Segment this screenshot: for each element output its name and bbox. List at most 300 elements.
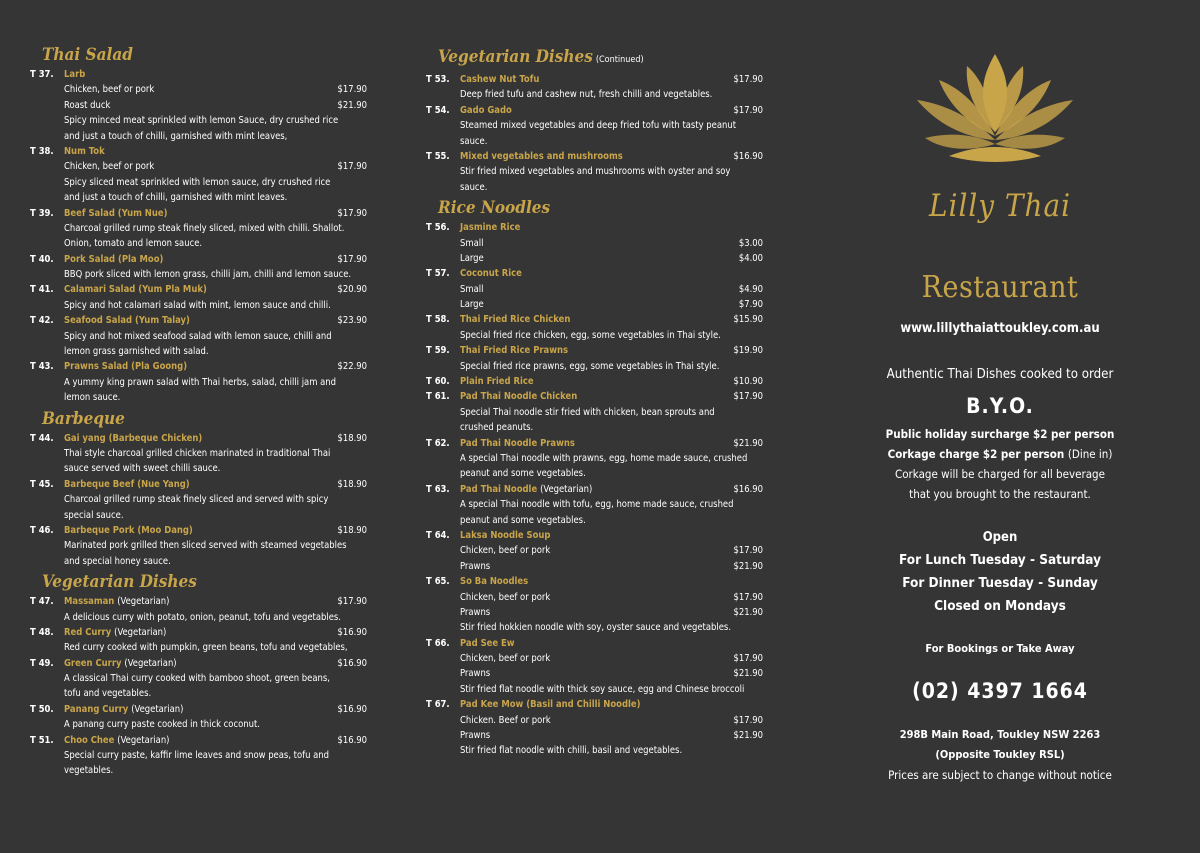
menu-item-header [426, 528, 771, 543]
menu-item [426, 697, 771, 759]
item-number: T 45. [30, 478, 54, 490]
section-title [42, 573, 375, 591]
option-label: Chicken, beef or pork [64, 161, 155, 173]
item-price: $17.90 [733, 104, 763, 116]
item-description [426, 451, 771, 466]
item-name [64, 359, 187, 374]
section-title-text: Barbeque [42, 408, 125, 429]
description-text: Special curry paste, kaffir lime leaves and snow peas, tofu and [64, 750, 329, 762]
item-name [64, 431, 202, 446]
item-price: $17.90 [733, 391, 763, 403]
restaurant-subtitle: Restaurant [921, 270, 1079, 305]
description-text: vegetables. [64, 765, 114, 777]
item-name [460, 574, 528, 589]
item-number: T 46. [30, 524, 54, 536]
menu-item-header [426, 574, 771, 589]
item-description [426, 743, 771, 758]
description-text: Spicy minced meat sprinkled with lemon Sauce, dry crushed rice [64, 115, 339, 127]
menu-item [30, 313, 375, 359]
item-name [460, 343, 568, 358]
description-text: Special Thai noodle stir fried with chicken, bean sprouts and [460, 406, 715, 418]
item-number: T 38. [30, 145, 54, 157]
item-number: T 54. [426, 104, 450, 116]
item-number: T 62. [426, 437, 450, 449]
item-description [30, 610, 375, 625]
option-price: $4.00 [738, 252, 763, 264]
item-name-text: Plain Fried Rice [460, 376, 534, 388]
item-number: T 61. [426, 391, 450, 403]
menu-item-header [30, 477, 375, 492]
option-price: $17.90 [733, 714, 763, 726]
description-text: Spicy sliced meat sprinkled with lemon sauce, dry crushed rice [64, 176, 331, 188]
corkage-charge-text: Corkage charge $2 per person [887, 447, 1065, 461]
item-description [30, 671, 375, 686]
menu-item [30, 625, 375, 656]
item-description [30, 686, 375, 701]
item-description [30, 375, 375, 390]
item-name-text: Panang Curry [64, 703, 129, 715]
menu-item-header [30, 431, 375, 446]
item-description [426, 134, 771, 149]
option-label: Chicken, beef or pork [460, 653, 551, 665]
menu-item [426, 72, 771, 103]
price-option-row [30, 159, 375, 174]
corkage-note-line-2: that you brought to the restaurant. [909, 487, 1091, 501]
item-description [30, 267, 375, 282]
menu-item-header [30, 656, 375, 671]
description-text: A classical Thai curry cooked with bamboo shoot, green beans, [64, 673, 330, 685]
item-name-text: Gado Gado [460, 104, 512, 116]
option-price: $21.90 [733, 560, 763, 572]
menu-item [30, 206, 375, 252]
item-number: T 60. [426, 376, 450, 388]
menu-item-header [426, 343, 771, 358]
item-name-text: Choo Chee [64, 734, 115, 746]
item-name [460, 528, 550, 543]
description-text: A special Thai noodle with prawns, egg, home made sauce, crushed [460, 452, 748, 464]
item-price: $16.90 [733, 150, 763, 162]
description-text: peanut and some vegetables. [460, 514, 586, 526]
item-name-text: Pad See Ew [460, 637, 515, 649]
item-name-text: Jasmine Rice [460, 222, 521, 234]
price-option-row [426, 297, 771, 312]
item-name [460, 266, 522, 281]
option-price: $7.90 [738, 299, 763, 311]
item-name-text: Barbeque Pork (Moo Dang) [64, 524, 193, 536]
menu-item [30, 431, 375, 477]
item-name [460, 103, 512, 118]
menu-item-header [30, 523, 375, 538]
item-description [30, 175, 375, 190]
item-name-text: Cashew Nut Tofu [460, 74, 540, 85]
item-name [460, 149, 623, 164]
item-name [460, 436, 575, 451]
item-price: $19.90 [733, 345, 763, 357]
menu-item-header [426, 149, 771, 164]
option-label: Large [460, 299, 484, 311]
item-description [30, 748, 375, 763]
item-number: T 56. [426, 222, 450, 234]
item-name [460, 72, 539, 87]
item-price: $18.90 [337, 524, 367, 536]
item-description [426, 180, 771, 195]
item-name [64, 206, 167, 221]
corkage-note-line-1: Corkage will be charged for all beverage [894, 467, 1105, 481]
menu-item-header [30, 252, 375, 267]
section-title-note: (Continued) [595, 55, 644, 65]
item-name-text: Pad Thai Noodle Chicken [460, 391, 578, 403]
item-description [426, 405, 771, 420]
address-line-2: (Opposite Toukley RSL) [935, 748, 1065, 761]
item-name [64, 656, 177, 671]
item-name [64, 282, 207, 297]
menu-item-header [426, 103, 771, 118]
description-text: Charcoal grilled rump steak finely sliced and served with spicy [64, 494, 329, 506]
section-title [42, 46, 375, 64]
website-link[interactable]: www.lillythaiattoukley.com.au [900, 321, 1100, 336]
menu-item [30, 523, 375, 569]
item-name [64, 477, 190, 492]
description-text: and just a touch of chilli, garnished with mint leaves. [64, 192, 288, 204]
item-price: $22.90 [337, 361, 367, 373]
menu-item-header [30, 733, 375, 748]
holiday-surcharge: Public holiday surcharge $2 per person [885, 427, 1115, 441]
item-number: T 51. [30, 734, 54, 746]
menu-item-header [30, 313, 375, 328]
description-text: Steamed mixed vegetables and deep fried tofu with tasty peanut [460, 120, 737, 132]
option-label: Roast duck [64, 99, 111, 111]
item-name-text: Beef Salad (Yum Nue) [64, 207, 168, 219]
menu-item-header [30, 594, 375, 609]
item-number: T 65. [426, 576, 450, 588]
description-text: sauce. [460, 135, 488, 147]
item-description [30, 221, 375, 236]
description-text: A panang curry paste cooked in thick coconut. [64, 719, 260, 731]
item-description [30, 461, 375, 476]
item-description [30, 113, 375, 128]
item-number: T 43. [30, 361, 54, 373]
description-text: Charcoal grilled rump steak finely sliced, mixed with chilli. Shallot. [64, 222, 345, 234]
description-text: Onion, tomato and lemon sauce. [64, 238, 203, 250]
menu-item-header [30, 702, 375, 717]
vegetarian-label: (Vegetarian) [131, 703, 184, 715]
item-name [460, 482, 592, 497]
item-description [30, 129, 375, 144]
description-text: and special honey sauce. [64, 555, 171, 567]
item-price: $16.90 [337, 626, 367, 638]
option-price: $21.90 [337, 99, 367, 111]
description-text: Thai style charcoal grilled chicken marinated in traditional Thai [64, 447, 331, 459]
item-name [460, 312, 570, 327]
item-name-text: Mixed vegetables and mushrooms [460, 150, 623, 162]
item-price: $16.90 [733, 483, 763, 495]
item-name-text: Larb [64, 69, 86, 80]
price-option-row [426, 666, 771, 681]
price-option-row [426, 251, 771, 266]
item-description [30, 492, 375, 507]
open-heading: Open [982, 530, 1018, 545]
item-description [426, 164, 771, 179]
item-description [426, 497, 771, 512]
option-label: Prawns [460, 730, 491, 742]
price-option-row [426, 559, 771, 574]
item-description [426, 620, 771, 635]
menu-item [426, 389, 771, 435]
item-number: T 41. [30, 284, 54, 296]
item-number: T 39. [30, 207, 54, 219]
item-description [426, 359, 771, 374]
description-text: A special Thai noodle with tofu, egg, home made sauce, crushed [460, 499, 734, 511]
menu-item [426, 343, 771, 374]
vegetarian-label: (Vegetarian) [124, 657, 177, 669]
item-price: $18.90 [337, 478, 367, 490]
item-number: T 57. [426, 268, 450, 280]
menu-item-header [426, 266, 771, 281]
vegetarian-label: (Vegetarian) [117, 734, 170, 746]
menu-item-header [426, 697, 771, 712]
menu-item-header [30, 625, 375, 640]
item-description [30, 390, 375, 405]
option-price: $17.90 [337, 161, 367, 173]
item-name [64, 625, 166, 640]
prices-note: Prices are subject to change without notice [888, 768, 1112, 782]
menu-item [426, 482, 771, 528]
item-name-text: Massaman [64, 596, 115, 608]
option-label: Prawns [460, 560, 491, 572]
menu-item-header [426, 389, 771, 404]
menu-column-middle [426, 44, 771, 759]
item-name-text: Coconut Rice [460, 268, 522, 280]
item-number: T 50. [30, 703, 54, 715]
item-number: T 66. [426, 637, 450, 649]
description-text: A yummy king prawn salad with Thai herbs, salad, chilli jam and [64, 376, 336, 388]
item-name-text: Barbeque Beef (Nue Yang) [64, 478, 190, 490]
description-text: crushed peanuts. [460, 422, 534, 434]
item-description [30, 717, 375, 732]
corkage-dine-in: (Dine in) [1067, 447, 1113, 461]
item-number: T 42. [30, 315, 54, 327]
description-text: Stir fried flat noodle with chilli, basil and vegetables. [460, 745, 683, 757]
item-name-text: Laksa Noodle Soup [460, 529, 551, 541]
price-option-row [426, 543, 771, 558]
menu-item [426, 574, 771, 636]
item-name [64, 733, 169, 748]
item-number: T 58. [426, 314, 450, 326]
price-option-row [426, 605, 771, 620]
option-label: Chicken, beef or pork [64, 84, 155, 96]
menu-item [30, 282, 375, 313]
menu-item-header [426, 374, 771, 389]
menu-item [426, 436, 771, 482]
price-option-row [426, 713, 771, 728]
option-price: $17.90 [733, 545, 763, 557]
description-text: Special fried rice prawns, egg, some vegetables in Thai style. [460, 360, 720, 372]
option-price: $21.90 [733, 606, 763, 618]
option-label: Large [460, 252, 484, 264]
item-price: $10.90 [733, 376, 763, 388]
item-name [460, 636, 515, 651]
menu-item [426, 528, 771, 574]
item-name-text: Gai yang (Barbeque Chicken) [64, 432, 203, 444]
option-label: Prawns [460, 606, 491, 618]
item-name [460, 220, 520, 235]
item-description [30, 508, 375, 523]
menu-item-header [426, 436, 771, 451]
item-number: T 59. [426, 345, 450, 357]
item-number: T 53. [426, 74, 450, 85]
option-price: $17.90 [337, 84, 367, 96]
section-title-text: Vegetarian Dishes [42, 572, 197, 593]
item-price: $23.90 [337, 315, 367, 327]
description-text: tofu and vegetables. [64, 688, 152, 700]
item-name-text: Pad Kee Mow (Basil and Chilli Noodle) [460, 699, 641, 711]
vegetarian-label: (Vegetarian) [540, 483, 593, 495]
description-text: Spicy and hot mixed seafood salad with lemon sauce, chilli and [64, 330, 332, 342]
menu-item [426, 220, 771, 266]
option-label: Chicken. Beef or pork [460, 714, 551, 726]
item-number: T 64. [426, 529, 450, 541]
item-name-text: Pad Thai Noodle [460, 483, 538, 495]
option-price: $17.90 [733, 653, 763, 665]
menu-item [426, 266, 771, 312]
option-label: Chicken, beef or pork [460, 591, 551, 603]
menu-item-header [30, 67, 375, 82]
item-number: T 40. [30, 253, 54, 265]
description-text: Spicy and hot calamari salad with mint, lemon sauce and chilli. [64, 299, 331, 311]
item-price: $16.90 [337, 734, 367, 746]
tagline: Authentic Thai Dishes cooked to order [886, 367, 1114, 382]
item-number: T 47. [30, 596, 54, 608]
item-number: T 49. [30, 657, 54, 669]
option-label: Small [460, 283, 484, 295]
item-name-text: Thai Fried Rice Chicken [460, 314, 571, 326]
description-text: Red curry cooked with pumpkin, green beans, tofu and vegetables, [64, 642, 348, 654]
price-option-row [30, 98, 375, 113]
item-description [426, 466, 771, 481]
bookings-label: For Bookings or Take Away [925, 642, 1075, 655]
item-number: T 67. [426, 699, 450, 711]
item-name-text: Pork Salad (Pla Moo) [64, 253, 164, 265]
section-title-text: Rice Noodles [438, 198, 551, 219]
option-price: $4.90 [738, 283, 763, 295]
item-name-text: So Ba Noodles [460, 576, 529, 588]
item-name [460, 697, 640, 712]
item-name-text: Prawns Salad (Pla Goong) [64, 361, 188, 373]
item-name [460, 389, 577, 404]
corkage-charge [845, 446, 1155, 462]
price-option-row [426, 590, 771, 605]
item-number: T 63. [426, 483, 450, 495]
item-name [64, 67, 85, 82]
price-option-row [426, 728, 771, 743]
description-text: sauce served with sweet chilli sauce. [64, 463, 221, 475]
price-option-row [426, 651, 771, 666]
description-text: BBQ pork sliced with lemon grass, chilli jam, chilli and lemon sauce. [64, 269, 352, 281]
option-label: Chicken, beef or pork [460, 545, 551, 557]
option-price: $21.90 [733, 668, 763, 680]
description-text: special sauce. [64, 509, 124, 521]
menu-item [426, 149, 771, 195]
item-description [30, 190, 375, 205]
item-price: $18.90 [337, 432, 367, 444]
byo-heading: B.Y.O. [966, 394, 1034, 418]
item-description [30, 298, 375, 313]
description-text: lemon grass garnished with salad. [64, 346, 209, 358]
item-price: $17.90 [337, 207, 367, 219]
option-price: $17.90 [733, 591, 763, 603]
item-name [64, 702, 183, 717]
lotus-flower-icon [909, 52, 1081, 172]
menu-item [30, 252, 375, 283]
option-label: Small [460, 237, 484, 249]
description-text: lemon sauce. [64, 392, 121, 404]
item-name [460, 374, 534, 389]
description-text: Stir fried hokkien noodle with soy, oyster sauce and vegetables. [460, 622, 731, 634]
item-price: $15.90 [733, 314, 763, 326]
item-number: T 48. [30, 626, 54, 638]
description-text: sauce. [460, 181, 488, 193]
item-description [426, 682, 771, 697]
item-description [30, 538, 375, 553]
item-description [30, 446, 375, 461]
item-description [426, 118, 771, 133]
price-option-row [426, 236, 771, 251]
menu-item [30, 594, 375, 625]
item-name [64, 252, 163, 267]
phone-number[interactable]: (02) 4397 1664 [912, 679, 1088, 703]
description-text: Stir fried mixed vegetables and mushrooms with oyster and soy [460, 166, 731, 178]
section-title-text: Vegetarian Dishes [438, 47, 593, 67]
section-title-text: Thai Salad [42, 45, 133, 65]
item-description [426, 87, 771, 102]
price-option-row [426, 282, 771, 297]
item-price: $17.90 [337, 253, 367, 265]
description-text: Marinated pork grilled then sliced served with steamed vegetables [64, 540, 347, 552]
item-number: T 37. [30, 69, 54, 80]
item-name-text: Thai Fried Rice Prawns [460, 345, 569, 357]
menu-item [30, 144, 375, 206]
item-name-text: Num Tok [64, 145, 105, 157]
menu-item [30, 477, 375, 523]
menu-item-header [426, 220, 771, 235]
menu-item-header [30, 206, 375, 221]
section-title [42, 410, 375, 428]
item-description [30, 236, 375, 251]
description-text: Deep fried tufu and cashew nut, fresh chilli and vegetables. [460, 89, 713, 101]
hours-lunch: For Lunch Tuesday - Saturday [898, 552, 1101, 568]
menu-item [426, 312, 771, 343]
item-price: $17.90 [733, 74, 763, 85]
item-description [426, 328, 771, 343]
menu-item [30, 702, 375, 733]
item-name-text: Seafood Salad (Yum Talay) [64, 315, 190, 327]
hours-dinner: For Dinner Tuesday - Sunday [902, 575, 1098, 591]
item-name-text: Red Curry [64, 626, 112, 638]
item-name [64, 144, 105, 159]
item-description [30, 763, 375, 778]
menu-item [30, 67, 375, 144]
item-name [64, 313, 190, 328]
item-number: T 55. [426, 150, 450, 162]
item-name [64, 594, 169, 609]
menu-item-header [426, 636, 771, 651]
item-name-text: Pad Thai Noodle Prawns [460, 437, 575, 449]
item-description [30, 640, 375, 655]
item-price: $20.90 [337, 284, 367, 296]
menu-item [426, 103, 771, 149]
description-text: Stir fried flat noodle with thick soy sauce, egg and Chinese broccoli [460, 683, 745, 695]
menu-item-header [30, 359, 375, 374]
